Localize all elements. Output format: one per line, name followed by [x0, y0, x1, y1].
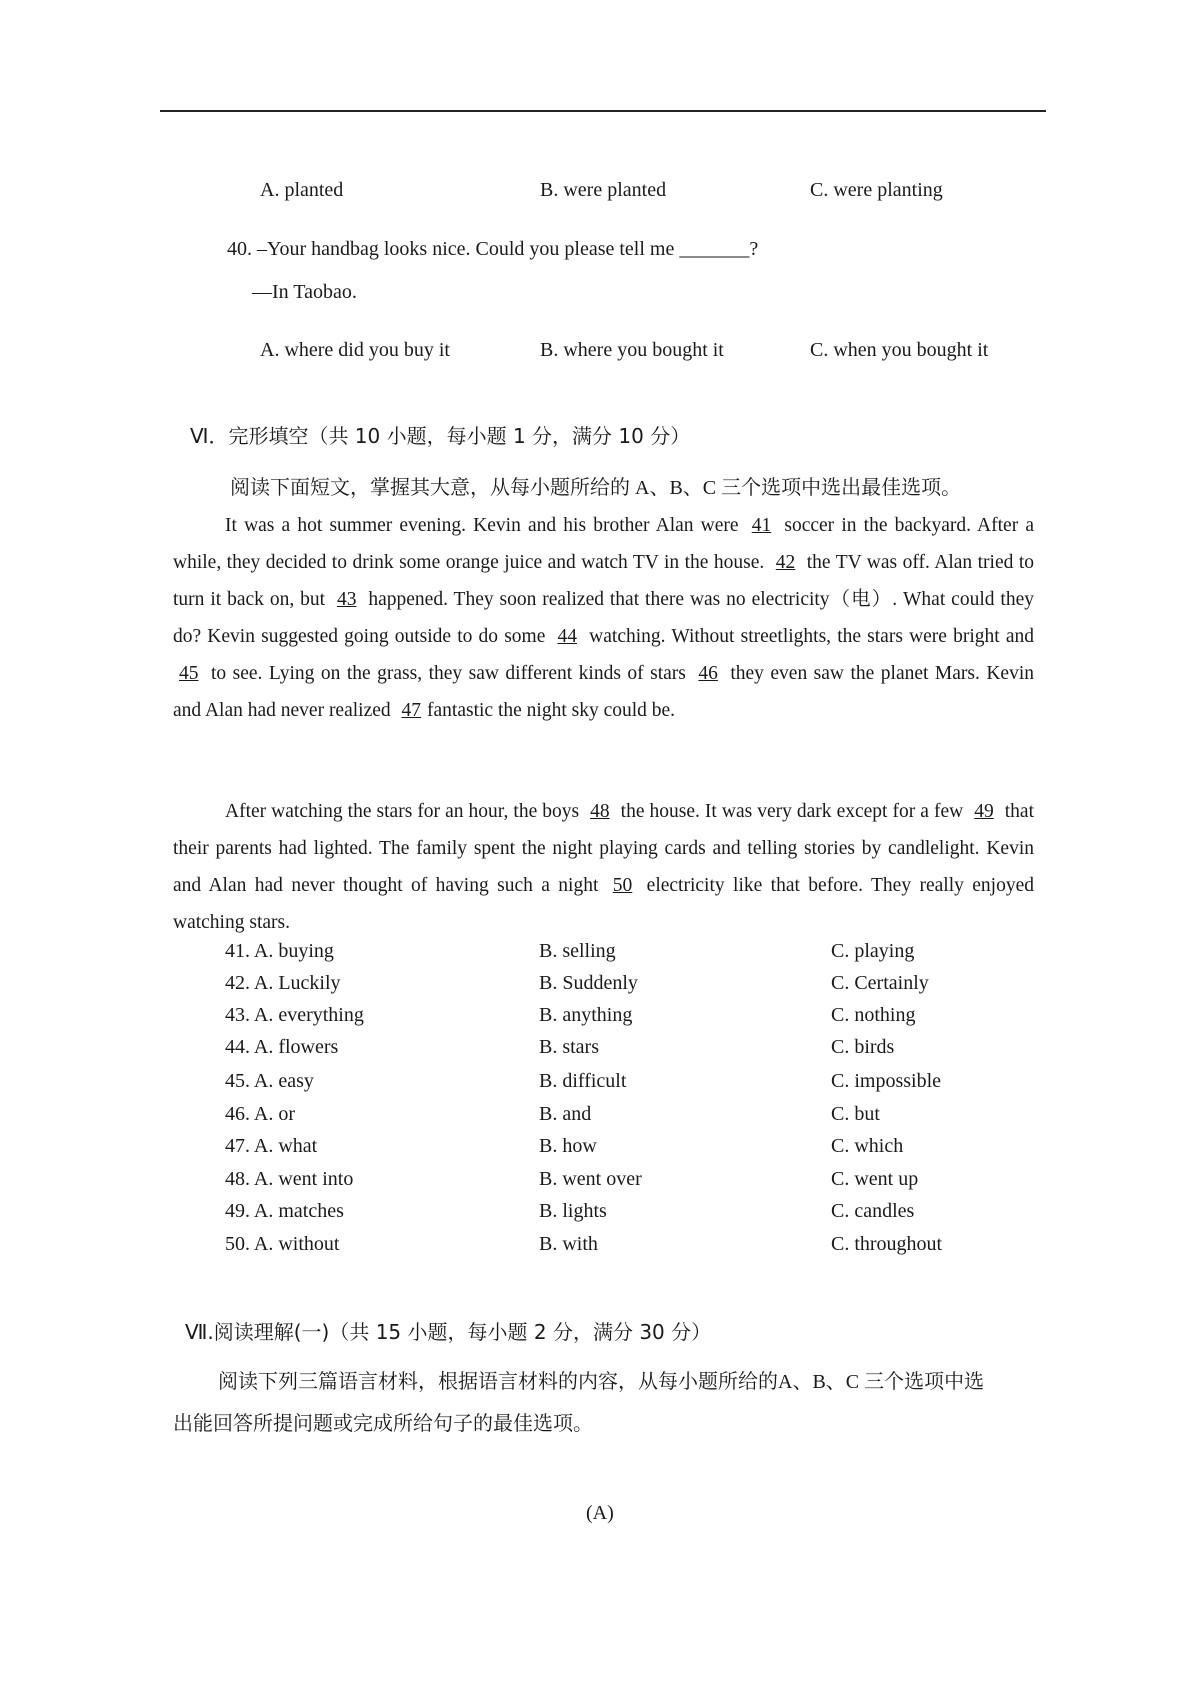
blank-47: 47: [401, 700, 422, 721]
choice-45-c: C. impossible: [831, 1070, 942, 1092]
choice-47-a: 47. A. what: [225, 1135, 318, 1157]
passage-label: (A): [586, 1502, 614, 1524]
q39-option-c: C. were planting: [810, 179, 943, 201]
choice-47-b: B. how: [539, 1135, 597, 1157]
choice-48-b: B. went over: [539, 1168, 642, 1190]
blank-48: 48: [590, 801, 610, 822]
blank-44: 44: [557, 626, 578, 647]
choice-46-a: 46. A. or: [225, 1103, 295, 1125]
choice-43-c: C. nothing: [831, 1004, 916, 1026]
blank-42: 42: [775, 552, 796, 573]
q40-option-a: A. where did you buy it: [260, 339, 450, 361]
choice-41-c: C. playing: [831, 940, 915, 962]
choice-44-c: C. birds: [831, 1036, 895, 1058]
choice-49-a: 49. A. matches: [225, 1200, 344, 1222]
choice-41-a: 41. A. buying: [225, 940, 334, 962]
choice-43-a: 43. A. everything: [225, 1004, 364, 1026]
cloze-paragraph-2: After watching the stars for an hour, the boys 48 the house. It was very dark except for a few 49 that their parents had lighted. The family spent the night playing cards and telling stories by candlelight. Kevin and Alan had never thought of having such a night 50 electricity like that before. They really enjoyed watching stars.: [173, 801, 1034, 933]
choice-50-c: C. throughout: [831, 1233, 943, 1255]
blank-49: 49: [974, 801, 994, 822]
blank-50: 50: [612, 875, 633, 896]
choice-44-b: B. stars: [539, 1036, 599, 1058]
blank-43: 43: [336, 589, 357, 610]
cloze-paragraph-1: It was a hot summer evening. Kevin and his brother Alan were 41 soccer in the backyard. After a while, they decided to drink some orange juice and watch TV in the house. 42 the TV was off. Alan tried to turn it back on, but 43 happened. They soon realized that there was no electricity（电）. What could they do? Kevin suggested going outside to do some 44 watching. Without streetlights, the stars were bright and 45 to see. Lying on the grass, they saw different kinds of stars 46 they even saw the planet Mars. Kevin and Alan had never realized 47 fantastic the night sky could be.: [173, 515, 1035, 721]
choice-47-c: C. which: [831, 1135, 904, 1157]
section7-instruction-line1: 阅读下列三篇语言材料，根据语言材料的内容，从每小题所给的A、B、C 三个选项中选: [218, 1371, 985, 1393]
choice-49-c: C. candles: [831, 1200, 915, 1222]
choice-42-a: 42. A. Luckily: [225, 972, 341, 994]
choice-42-c: C. Certainly: [831, 972, 929, 994]
choice-48-a: 48. A. went into: [225, 1168, 354, 1190]
choice-46-c: C. but: [831, 1103, 880, 1125]
choice-45-b: B. difficult: [539, 1070, 627, 1092]
choice-49-b: B. lights: [539, 1200, 607, 1222]
blank-46: 46: [698, 663, 718, 684]
blank-45: 45: [179, 663, 199, 684]
blank-41: 41: [751, 515, 772, 536]
header-rule: [160, 110, 1046, 112]
q40-option-c: C. when you bought it: [810, 339, 989, 361]
choice-50-a: 50. A. without: [225, 1233, 340, 1255]
section6-heading: Ⅵ．完形填空（共 10 小题，每小题 1 分，满分 10 分）: [190, 424, 691, 448]
q40-answer: —In Taobao.: [252, 281, 357, 303]
q39-option-a: A. planted: [260, 179, 344, 201]
choice-42-b: B. Suddenly: [539, 972, 638, 994]
choice-41-b: B. selling: [539, 940, 616, 962]
choice-43-b: B. anything: [539, 1004, 633, 1026]
section7-instruction-line2: 出能回答所提问题或完成所给句子的最佳选项。: [173, 1413, 593, 1435]
choice-48-c: C. went up: [831, 1168, 919, 1190]
choice-50-b: B. with: [539, 1233, 598, 1255]
choice-44-a: 44. A. flowers: [225, 1036, 339, 1058]
choice-45-a: 45. A. easy: [225, 1070, 314, 1092]
section6-instruction: 阅读下面短文，掌握其大意，从每小题所给的 A、B、C 三个选项中选出最佳选项。: [230, 477, 962, 499]
q40-option-b: B. where you bought it: [540, 339, 724, 361]
q39-option-b: B. were planted: [540, 179, 667, 201]
section7-heading: Ⅶ.阅读理解(一)（共 15 小题，每小题 2 分，满分 30 分）: [185, 1320, 712, 1344]
choice-46-b: B. and: [539, 1103, 592, 1125]
q40-stem: 40. –Your handbag looks nice. Could you please tell me _______?: [227, 238, 759, 260]
